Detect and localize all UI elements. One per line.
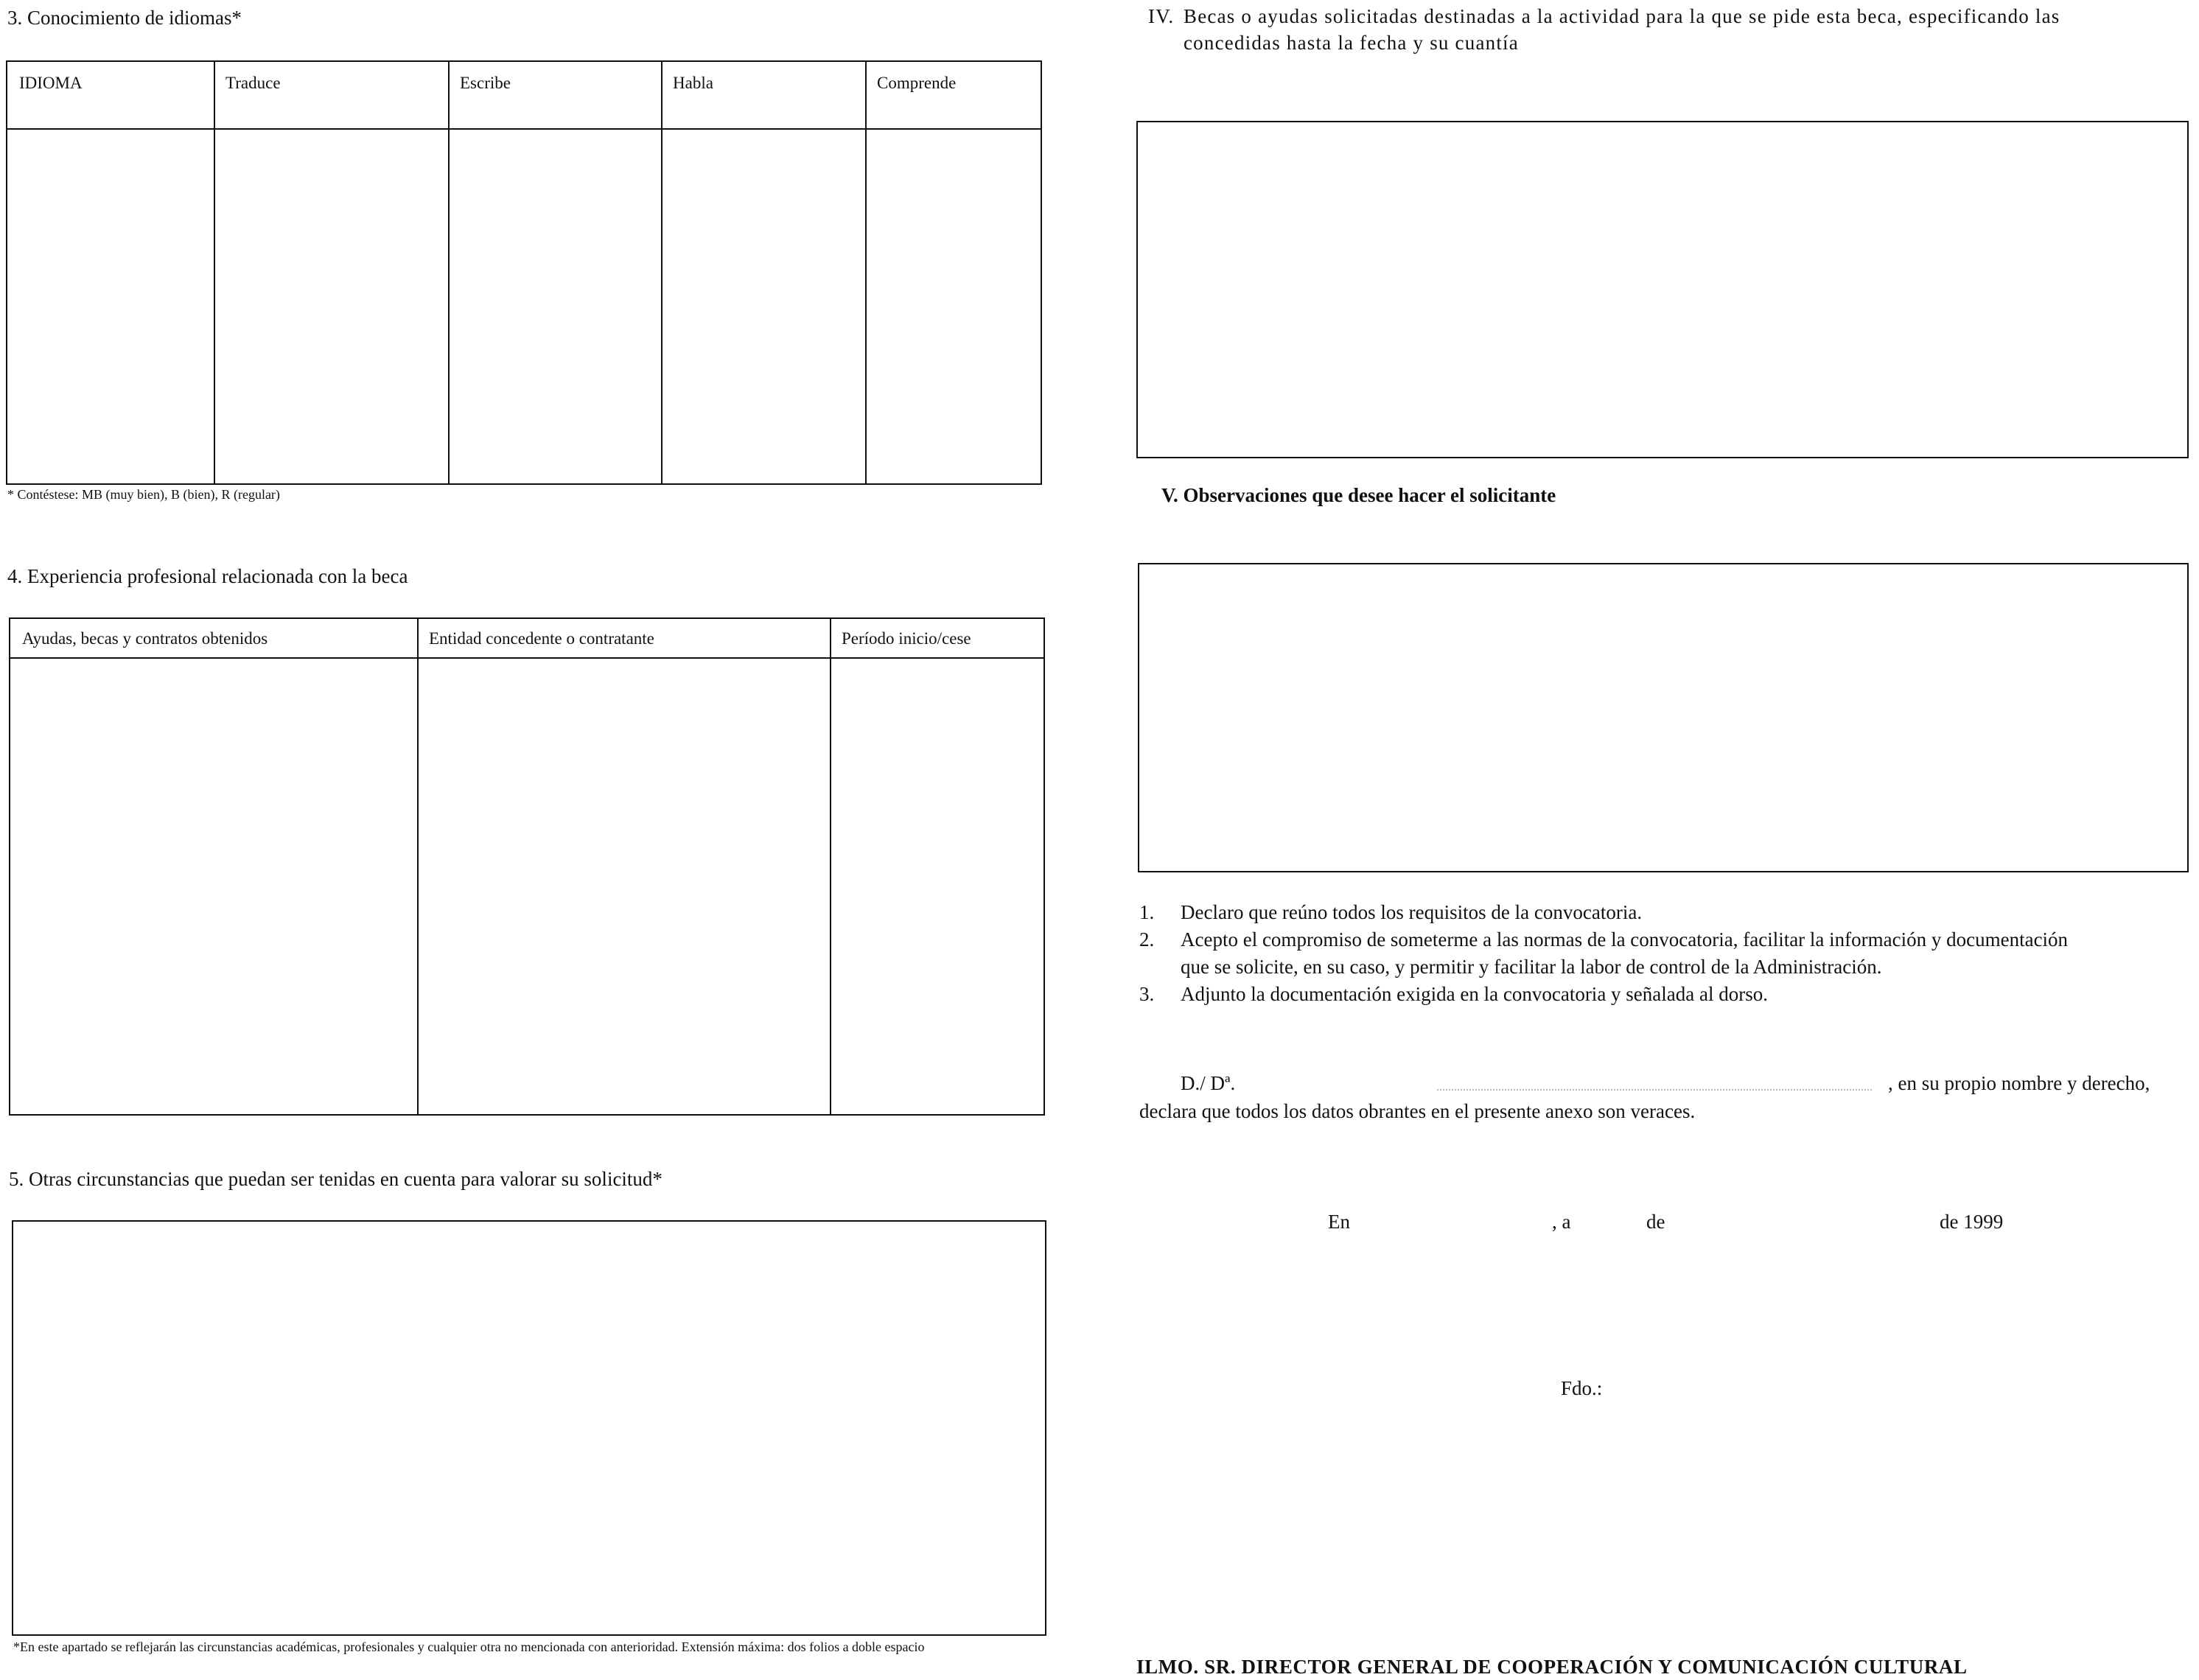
column-header-idioma: IDIOMA: [19, 74, 83, 92]
section-iv-title-line2: concedidas hasta la fecha y su cuantía: [1184, 32, 1519, 54]
section-iv-numeral: IV.: [1148, 5, 1175, 27]
day-label: , a: [1552, 1211, 1571, 1233]
section-3-title: 3. Conocimiento de idiomas*: [7, 7, 242, 29]
experience-col-divider: [417, 619, 419, 1114]
column-header-periodo: Período inicio/cese: [842, 629, 971, 648]
signer-name-label: D./ Dª.: [1181, 1072, 1236, 1094]
declaration-item: 1. Declaro que reúno todos los requisitos de la convocatoria.: [1139, 901, 1643, 923]
month-label: de: [1646, 1211, 1665, 1233]
column-header-entidad: Entidad concedente o contratante: [429, 629, 654, 648]
experience-header-divider: [10, 657, 1043, 659]
place-label: En: [1328, 1211, 1350, 1233]
languages-col-divider: [448, 62, 450, 483]
experience-col-divider: [830, 619, 831, 1114]
column-header-traduce: Traduce: [226, 74, 281, 92]
column-header-comprende: Comprende: [877, 74, 957, 92]
veracity-statement: declara que todos los datos obrantes en el presente anexo son veraces.: [1139, 1100, 1696, 1122]
languages-col-divider: [214, 62, 215, 483]
languages-col-divider: [661, 62, 663, 483]
addressee: ILMO. SR. DIRECTOR GENERAL DE COOPERACIÓN Y COMUNICACIÓN CULTURAL: [1136, 1656, 1968, 1678]
grants-requested-box: [1136, 121, 2189, 458]
languages-header-divider: [7, 128, 1041, 130]
column-header-ayudas: Ayudas, becas y contratos obtenidos: [22, 629, 268, 648]
languages-table: [6, 60, 1042, 485]
languages-note: * Contéstese: MB (muy bien), B (bien), R (regular): [7, 487, 280, 502]
section-5-title: 5. Otras circunstancias que puedan ser tenidas en cuenta para valorar su solicitud*: [9, 1168, 663, 1190]
experience-table: [9, 617, 1045, 1116]
section-v-title: V. Observaciones que desee hacer el solicitante: [1161, 484, 1556, 506]
column-header-escribe: Escribe: [460, 74, 511, 92]
section-4-title: 4. Experiencia profesional relacionada con la beca: [7, 565, 408, 587]
observations-box: [1138, 563, 2189, 872]
section-iv-title-line1: Becas o ayudas solicitadas destinadas a la actividad para la que se pide esta beca, especificando las: [1184, 5, 2060, 27]
languages-col-divider: [865, 62, 867, 483]
signer-name-line: [1437, 1089, 1872, 1091]
other-circumstances-box: [12, 1220, 1046, 1636]
declarations-list: [1139, 899, 2198, 1008]
declaration-item: 2. Acepto el compromiso de someterme a las normas de la convocatoria, facilitar la información y documentación: [1139, 928, 2069, 951]
year-label: de 1999: [1940, 1211, 2004, 1233]
signer-rights-text: , en su propio nombre y derecho,: [1888, 1072, 2150, 1094]
column-header-habla: Habla: [673, 74, 713, 92]
declaration-item-continuation: que se solicite, en su caso, y permitir y facilitar la labor de control de la Administración.: [1181, 956, 1882, 978]
declaration-item: 3. Adjunto la documentación exigida en la convocatoria y señalada al dorso.: [1139, 983, 1768, 1005]
other-circumstances-note: *En este apartado se reflejarán las circunstancias académicas, profesionales y cualquier otra no mencionada con anterioridad. Extensión máxima: dos folios a doble espacio: [13, 1639, 925, 1654]
signature-label: Fdo.:: [1561, 1377, 1603, 1399]
